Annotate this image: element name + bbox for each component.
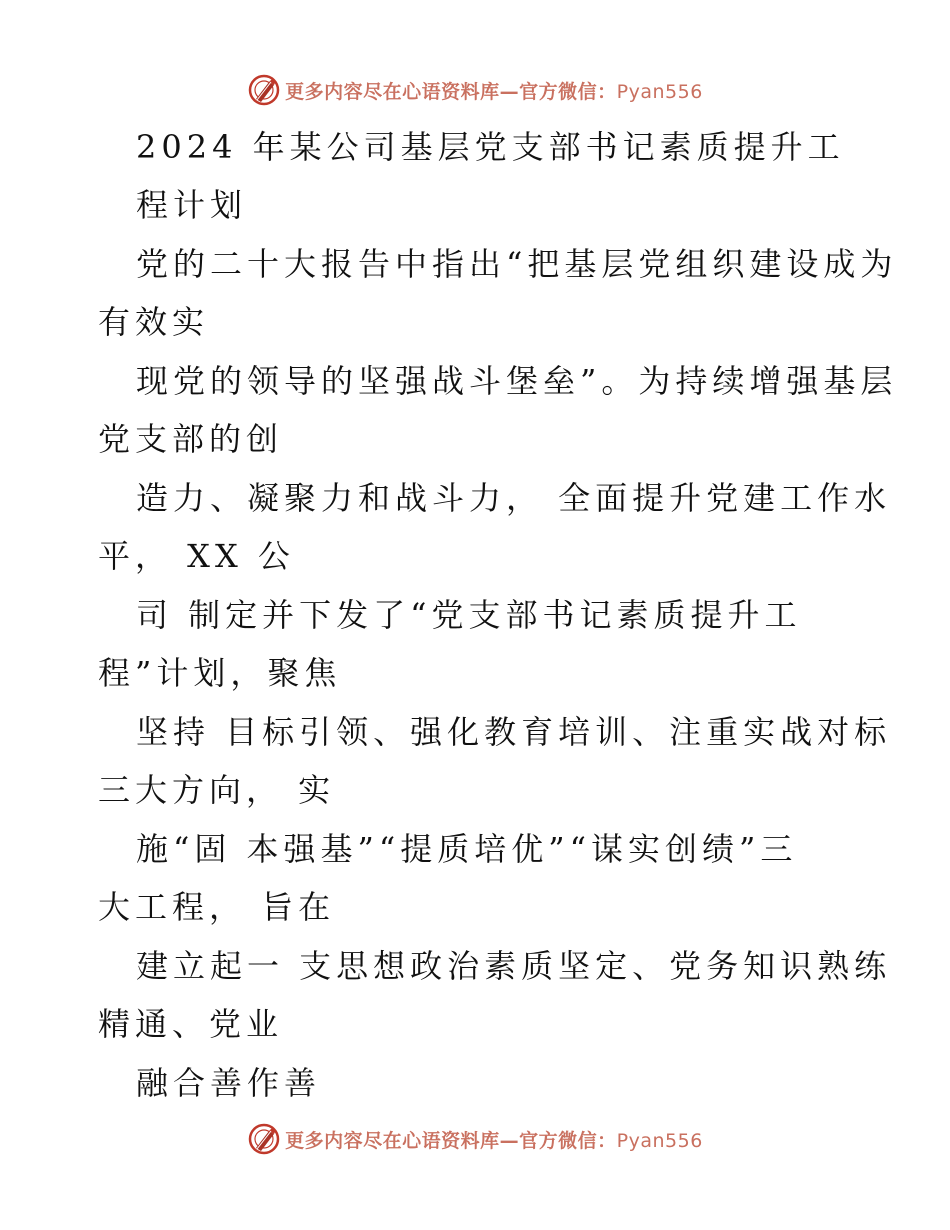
paragraph-line: 建立起一 支思想政治素质坚定、党务知识熟练	[136, 947, 892, 985]
paragraph-line: 平， XX 公	[98, 537, 295, 575]
paragraph-line: 现党的领导的坚强战斗堡垒”。为持续增强基层	[136, 362, 898, 400]
paragraph-line: 造力、凝聚力和战斗力， 全面提升党建工作水	[136, 479, 892, 517]
banner-brand-text: 更多内容尽在心语资料库—官方微信：	[285, 1129, 617, 1152]
banner-wechat-id: Pyan556	[616, 1129, 703, 1152]
paragraph-line: 程”计划，聚焦	[98, 654, 342, 692]
paragraph-line: 党支部的创	[98, 420, 284, 458]
pen-nib-logo-icon	[247, 73, 281, 107]
footer-watermark-banner	[0, 1119, 950, 1159]
paragraph-line: 施“固 本强基”“提质培优”“谋实创绩”三	[136, 830, 798, 868]
banner-wechat-id: Pyan556	[616, 80, 703, 103]
header-watermark-banner	[0, 70, 950, 110]
paragraph-line: 三大方向， 实	[98, 771, 336, 809]
paragraph-line: 坚持 目标引领、强化教育培训、注重实战对标	[136, 713, 892, 751]
pen-nib-logo-icon	[247, 1122, 281, 1156]
banner-brand-text: 更多内容尽在心语资料库—官方微信：	[285, 80, 617, 103]
paragraph-line: 党的二十大报告中指出“把基层党组织建设成为	[136, 245, 898, 283]
paragraph-line: 精通、党业	[98, 1005, 284, 1043]
paragraph-line: 大工程， 旨在	[98, 888, 336, 926]
paragraph-line: 司 制定并下发了“党支部书记素质提升工	[136, 596, 802, 634]
paragraph-line: 融合善作善	[136, 1064, 322, 1102]
doc-title-line-2: 程计划	[136, 186, 248, 224]
doc-title-line-1: 2024 年某公司基层党支部书记素质提升工	[136, 128, 845, 166]
paragraph-line: 有效实	[98, 303, 210, 341]
